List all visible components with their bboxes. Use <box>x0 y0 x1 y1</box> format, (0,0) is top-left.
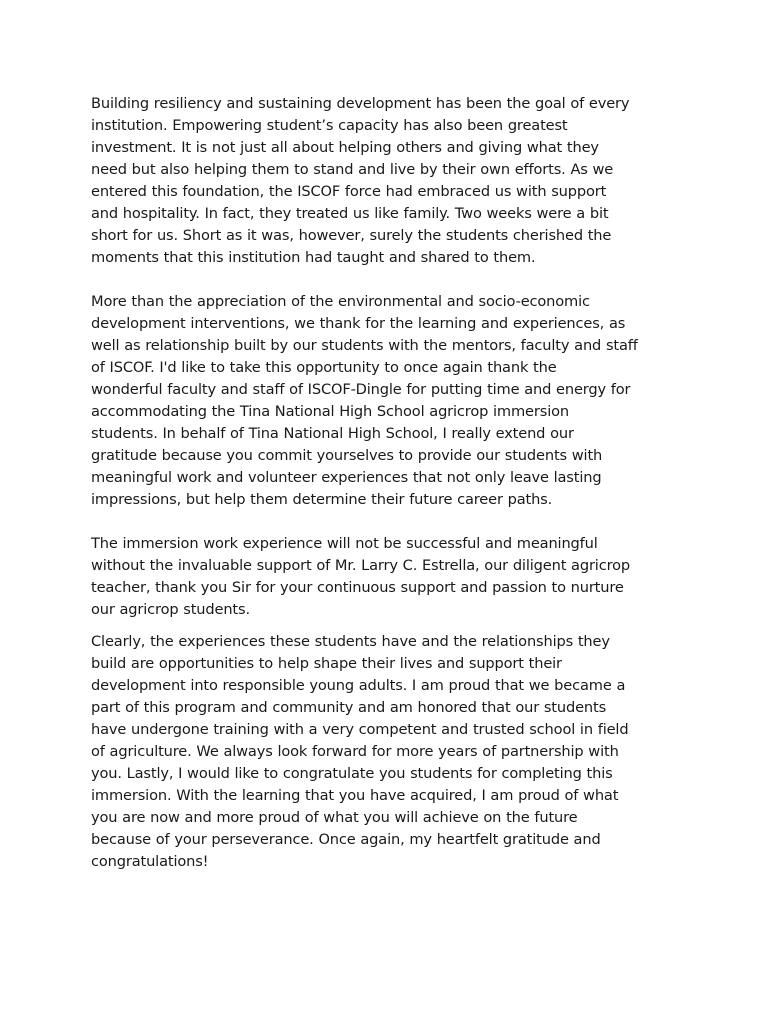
paragraph-resiliency: Building resiliency and sustaining development has been the goal of every institution. Empowering student’s capacity has also been greatest investment. It is not just all about helping others and giving what they need but also helping them to stand and live by their own efforts. As we entered this foundation, the ISCOF force had embraced us with support and hospitality. In fact, they treated us like family. Two weeks were a bit short for us. Short as it was, however, surely the students cherished the moments that this institution had taught and shared to them. <box>91 95 630 266</box>
document-body <box>91 93 691 873</box>
paragraph-appreciation: More than the appreciation of the environmental and socio-economic development interventions, we thank for the learning and experiences, as well as relationship built by our students with the mentors, faculty and staff of ISCOF. I'd like to take this opportunity to once again thank the wonderful faculty and staff of ISCOF-Dingle for putting time and energy for accommodating the Tina National High School agricrop immersion students. In behalf of Tina National High School, I really extend our gratitude because you commit yourselves to provide our students with meaningful work and volunteer experiences that not only leave lasting impressions, but help them determine their future career paths. <box>91 293 638 508</box>
paragraph-teacher-thanks: The immersion work experience will not be successful and meaningful without the invaluable support of Mr. Larry C. Estrella, our diligent agricrop teacher, thank you Sir for your continuous support and passion to nurture our agricrop students. <box>91 535 631 618</box>
paragraph-conclusion: Clearly, the experiences these students have and the relationships they build are opportunities to help shape their lives and support their development into responsible young adults. I am proud that we became a part of this program and community and am honored that our students have undergone training with a very competent and trusted school in field of agriculture. We always look forward for more years of partnership with you. Lastly, I would like to congratulate you students for completing this immersion. With the learning that you have acquired, I am proud of what you are now and more proud of what you will achieve on the future because of your perseverance. Once again, my heartfelt gratitude and congratulations! <box>91 633 629 870</box>
